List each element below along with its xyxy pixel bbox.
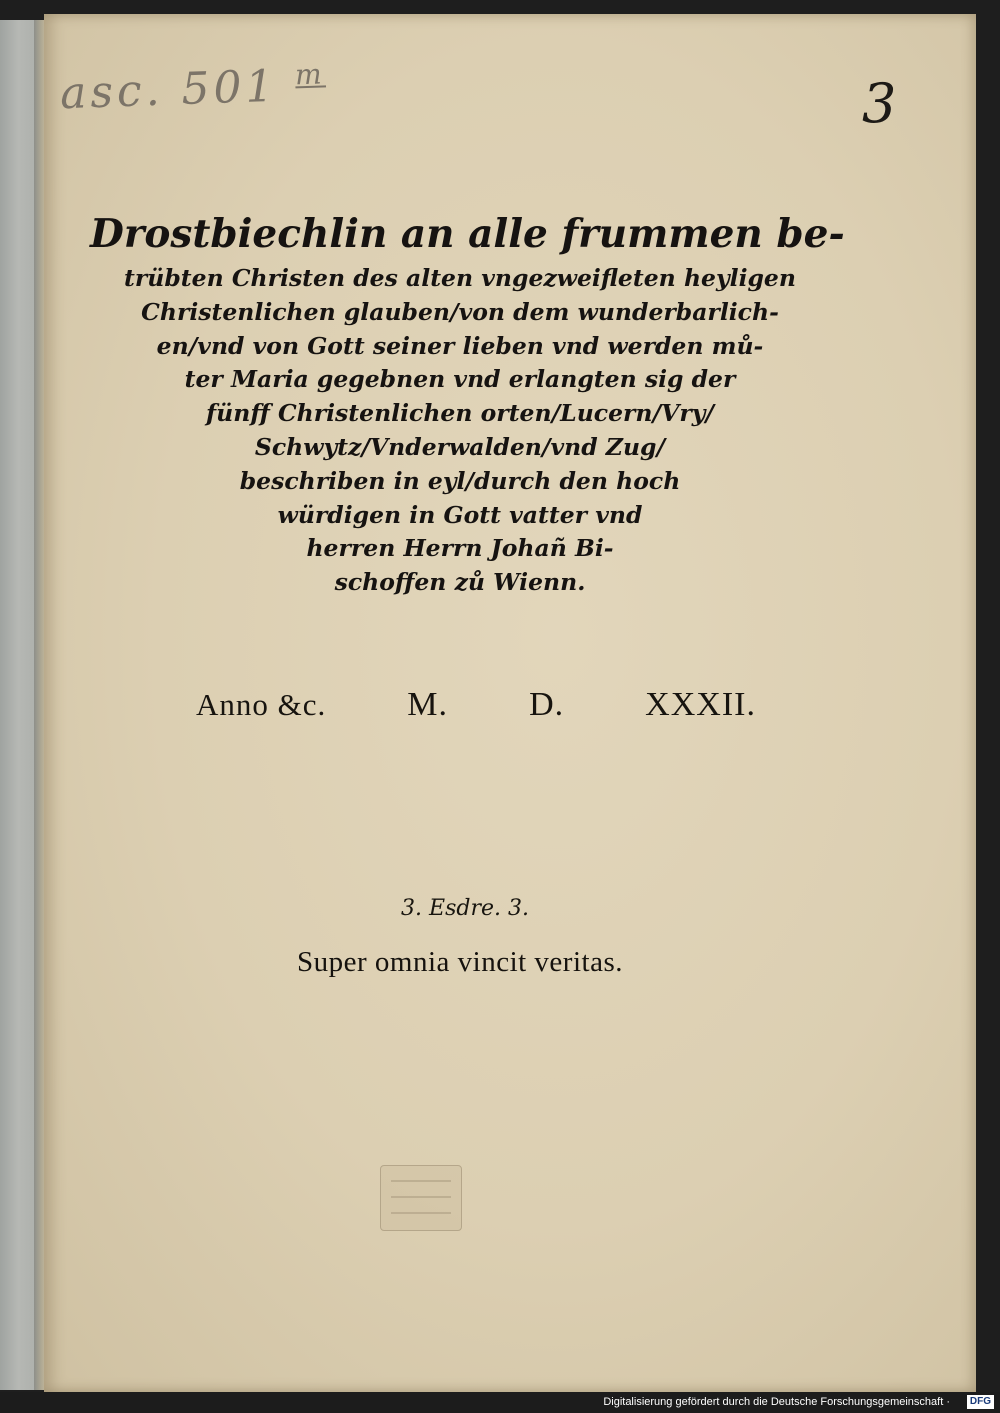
imprint-m: M. [407,686,449,723]
folio-number: 3 [862,72,897,135]
scripture-reference: 3. Esdre. 3. [401,896,529,921]
title-line: beschriben in eyl/durch den hoch [239,466,681,495]
title-line: herren Herrn Johañ Bi- [306,534,614,563]
dfg-logo: DFG [967,1395,994,1409]
title-line: ter Maria gegebnen vnd erlangten sig der [184,365,736,394]
title-line: Drostbiechlin an alle frummen be- [90,211,845,257]
handwritten-shelfmark [59,57,327,119]
footer-bar [0,1392,1000,1413]
imprint-year: XXXII. [645,686,756,723]
imprint-date [196,686,756,724]
title-line: Christenlichen glauben/von dem wunderbarlich- [141,297,779,326]
imprint-d: D. [529,686,565,723]
title-line: Schwytz/Vnderwalden/vnd Zug/ [254,432,666,461]
title-line: schoffen zů Wienn. [334,568,586,597]
stamp-line [391,1212,451,1214]
title-line: fünff Christenlichen orten/Lucern/Vry/ [206,399,714,428]
title-line: würdigen in Gott vatter vnd [277,500,643,529]
title-block [90,206,845,600]
faded-library-stamp [380,1165,462,1231]
motto: Super omnia vincit veritas. [297,946,623,978]
imprint-anno: Anno &c. [196,687,327,722]
title-line: en/vnd von Gott seiner lieben vnd werden mů- [156,331,764,360]
footer-credit: Digitalisierung gefördert durch die Deutsche Forschungsgemeinschaft · [603,1396,950,1408]
shelfmark-text: asc. 501 [59,60,279,120]
stamp-line [391,1180,451,1182]
title-line: trübten Christen des alten vngezweifleten heyligen [124,264,796,292]
stamp-line [391,1196,451,1198]
shelfmark-suffix: m [294,57,327,92]
